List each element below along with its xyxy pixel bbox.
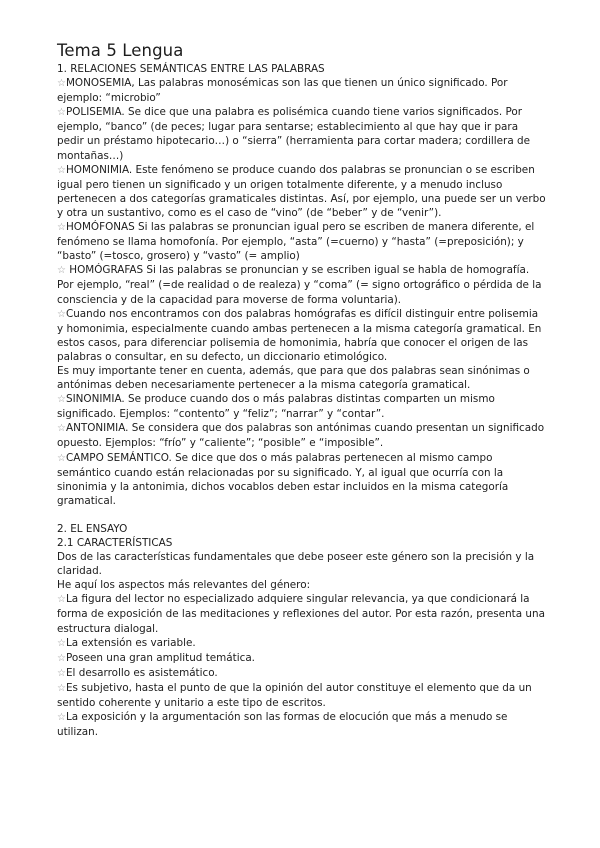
paragraph-text: He aquí los aspectos más relevantes del género: [57, 579, 311, 592]
paragraph [57, 364, 547, 392]
paragraph-text: Es muy importante tener en cuenta, además, que para que dos palabras sean sinónimas o antónimas deben necesariamente pertenecer a la misma categoría gramatical. [57, 364, 530, 392]
document-title: Tema 5 Lengua [57, 41, 184, 60]
star-bullet-icon: ☆ [57, 222, 66, 234]
section-heading: 2. EL ENSAYO [57, 522, 128, 535]
star-bullet-icon: ☆ [57, 637, 66, 649]
star-bullet-icon: ☆ [57, 265, 66, 277]
paragraph-text: CAMPO SEMÁNTICO. Se dice que dos o más palabras pertenecen al mismo campo semántico cuando están relacionadas por su significado. Y, al igual que ocurría con la sinonimia y la antonimia, dichos vocablos deben estar incluidos en la misma categoría gramatical. [57, 451, 509, 507]
star-bullet-icon: ☆ [57, 164, 66, 176]
paragraph-text: POLISEMIA. Se dice que una palabra es polisémica cuando tiene varios significados. Por ejemplo, “banco” (de peces; lugar para sentarse; establecimiento al que hay que ir para pedir un préstamo hipotecario…) o “sierra” (herramienta para cortar madera; cordillera de montañas…) [57, 106, 530, 162]
star-bullet-icon: ☆ [57, 107, 66, 119]
paragraph-text: Cuando nos encontramos con dos palabras homógrafas es difícil distinguir entre polisemia y homonimia, especialmente cuando ambas pertenecen a la misma categoría gramatical. En estos casos, para diferenciar polisemia de homonimia, habría que conocer el origen de las palabras o consultar, en su defecto, un diccionario etimológico. [57, 307, 542, 363]
paragraph [57, 592, 547, 635]
star-bullet-icon: ☆ [57, 78, 66, 90]
section-heading: 1. RELACIONES SEMÁNTICAS ENTRE LAS PALABRAS [57, 63, 325, 75]
paragraph [57, 163, 547, 220]
document-page [57, 40, 547, 739]
paragraph-text: Es subjetivo, hasta el punto de que la opinión del autor constituye el elemento que da un sentido coherente y unitario a este tipo de escritos. [57, 681, 532, 710]
section-semantic-relations [57, 62, 547, 508]
paragraph [57, 550, 547, 578]
paragraph-text: ANTONIMIA. Se considera que dos palabras son antónimas cuando presentan un significado opuesto. Ejemplos: “frío” y “caliente”; “posible” e “imposible”. [57, 422, 545, 450]
paragraph-text: HOMÓFONAS Si las palabras se pronuncian igual pero se escriben de manera diferente, el fenómeno se llama homofonía. Por ejemplo, “asta” (=cuerno) y “hasta” (=preposición); y “basto” (=tosco, grosero) y “vasto” (= amplio) [57, 221, 535, 263]
paragraph [57, 392, 547, 421]
section-gap [57, 508, 547, 522]
paragraph-text: Dos de las características fundamentales que debe poseer este género son la precisión y la claridad. [57, 551, 535, 578]
paragraph [57, 307, 547, 364]
star-bullet-icon: ☆ [57, 652, 66, 664]
section-body [57, 76, 547, 508]
star-bullet-icon: ☆ [57, 667, 66, 679]
paragraph [57, 220, 547, 263]
paragraph [57, 666, 547, 681]
paragraph [57, 578, 547, 592]
paragraph [57, 451, 547, 508]
subsection-heading: 2.1 CARACTERÍSTICAS [57, 537, 173, 549]
paragraph-text: HOMONIMIA. Este fenómeno se produce cuando dos palabras se pronuncian o se escriben igual pero tienen un significado y un origen totalmente diferente, y a menudo incluso pertenecen a dos categorías gramaticales distintas. Así, por ejemplo, una puede ser un verbo y otra un sustantivo, como es el caso de “vino” (de “beber” y de “venir”). [57, 163, 546, 219]
star-bullet-icon: ☆ [57, 394, 66, 406]
paragraph-text: HOMÓGRAFAS Si las palabras se pronuncian y se escriben igual se habla de homografía. Por ejemplo, “real” (=de realidad o de realeza) y “coma” (= signo ortográfico o pérdida de la consciencia y de la capacidad para moverse de forma voluntaria). [57, 264, 542, 306]
paragraph-text: Poseen una gran amplitud temática. [65, 651, 255, 664]
paragraph-text: La exposición y la argumentación son las formas de elocución que más a menudo se utilizan. [57, 711, 508, 739]
star-bullet-icon: ☆ [57, 712, 66, 724]
paragraph [57, 710, 547, 739]
paragraph-text: El desarrollo es asistemático. [65, 666, 218, 679]
star-bullet-icon: ☆ [57, 452, 66, 464]
paragraph [57, 263, 547, 306]
paragraph-text: MONOSEMIA, Las palabras monosémicas son las que tienen un único significado. Por ejemplo: “microbio” [57, 77, 508, 105]
star-bullet-icon: ☆ [57, 594, 66, 606]
paragraph [57, 636, 547, 651]
paragraph-text: SINONIMIA. Se produce cuando dos o más palabras distintas comparten un mismo significado. Ejemplos: “contento” y “feliz”; “narrar” y “contar”. [57, 393, 495, 421]
star-bullet-icon: ☆ [57, 682, 66, 694]
paragraph [57, 105, 547, 162]
section-essay [57, 522, 547, 739]
paragraph [57, 76, 547, 105]
paragraph [57, 651, 547, 666]
paragraph-text: La figura del lector no especializado adquiere singular relevancia, ya que condicionará la forma de exposición de las meditaciones y reflexiones del autor. Por esta razón, presenta una estructura dialogal. [57, 593, 545, 635]
section-body [57, 550, 547, 739]
paragraph-text: La extensión es variable. [65, 636, 196, 649]
star-bullet-icon: ☆ [57, 423, 66, 435]
star-bullet-icon: ☆ [57, 308, 66, 320]
paragraph [57, 421, 547, 450]
paragraph [57, 681, 547, 710]
